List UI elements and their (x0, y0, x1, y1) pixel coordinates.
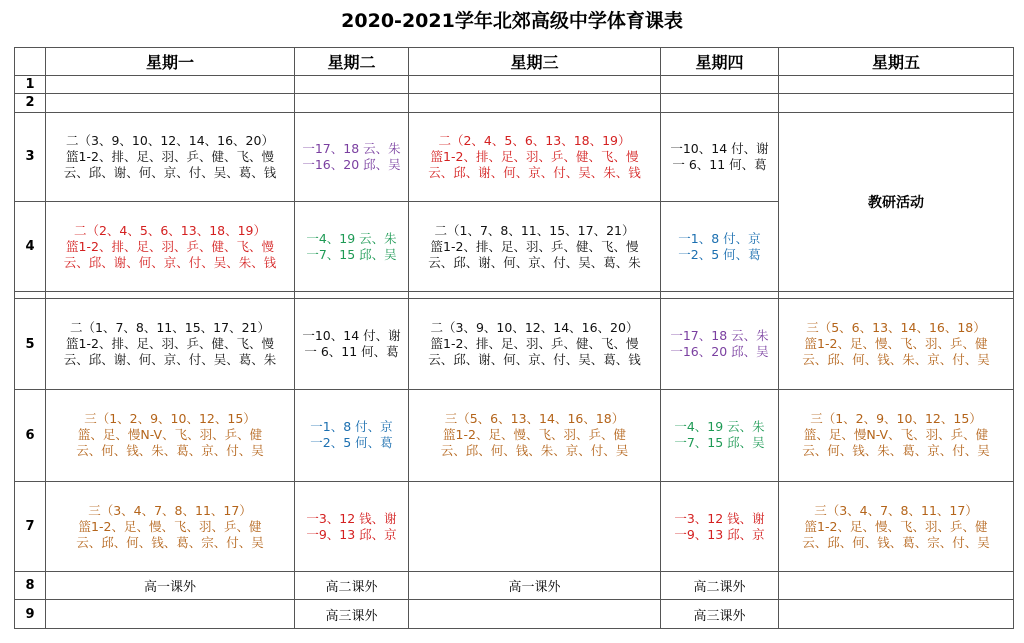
teacher-line: 云、邱、何、钱、葛、宗、付、吴 (76, 534, 264, 550)
class-line: 一17、18 云、朱 (670, 328, 769, 344)
period-row-2 (15, 94, 1014, 112)
schedule-table (14, 47, 1014, 629)
period-label: 6 (15, 389, 46, 481)
cell-wed-p2 (409, 94, 661, 112)
cell-wed-p8: 高一课外 (409, 572, 661, 600)
class-line: 一9、13 邱、京 (306, 526, 397, 542)
period-label: 5 (15, 299, 46, 389)
class-line: 一3、12 钱、谢 (306, 510, 397, 526)
cell-mon-p3 (46, 112, 295, 201)
period-row-1 (15, 75, 1014, 93)
teacher-line: 云、邱、何、钱、朱、京、付、吴 (802, 352, 990, 368)
cell-thu-p9: 高三课外 (661, 600, 779, 629)
cell-fri-p9 (779, 600, 1014, 629)
sport-line: 篮、足、慢N-V、飞、羽、乒、健 (803, 427, 989, 443)
cell-mon-p6 (46, 389, 295, 481)
cell-fri-p2 (779, 94, 1014, 112)
sport-line: 篮1-2、足、慢、飞、羽、乒、健 (78, 518, 262, 534)
period-row-5 (15, 299, 1014, 389)
cell-mon-p2 (46, 94, 295, 112)
class-line: 一7、15 邱、吴 (306, 246, 397, 262)
cell-thu-p4 (661, 201, 779, 291)
period-label: 1 (15, 75, 46, 93)
class-line: 三（1、2、9、10、12、15） (84, 411, 256, 427)
class-line: 一1、8 付、京 (310, 419, 393, 435)
teacher-line: 云、邱、谢、何、京、付、吴、葛、朱 (63, 352, 277, 368)
class-line: 一4、19 云、朱 (674, 419, 765, 435)
teacher-line: 云、邱、何、钱、朱、京、付、吴 (440, 443, 629, 459)
cell-fri-research: 教研活动 (779, 112, 1014, 292)
period-row-3 (15, 112, 1014, 201)
cell-wed-p9 (409, 600, 661, 629)
sport-line: 篮1-2、排、足、羽、乒、健、飞、慢 (430, 148, 639, 164)
teacher-line: 云、邱、谢、何、京、付、吴、朱、钱 (63, 254, 277, 270)
class-line: 一7、15 邱、吴 (674, 435, 765, 451)
teacher-line: 云、邱、谢、何、京、付、吴、葛、朱 (428, 254, 641, 270)
class-line: 三（1、2、9、10、12、15） (810, 411, 982, 427)
cell-tue-p2 (295, 94, 409, 112)
sport-line: 篮1-2、足、慢、飞、羽、乒、健 (804, 336, 988, 352)
cell-fri-p6 (779, 389, 1014, 481)
period-label: 3 (15, 112, 46, 201)
cell-fri-p5 (779, 299, 1014, 389)
teacher-line: 云、邱、谢、何、京、付、吴、葛、钱 (63, 164, 277, 180)
sport-line: 篮1-2、足、慢、飞、羽、乒、健 (804, 518, 988, 534)
header-tuesday: 星期二 (295, 48, 409, 76)
teacher-line: 云、邱、何、钱、葛、宗、付、吴 (802, 534, 990, 550)
class-line: 二（3、9、10、12、14、16、20） (66, 132, 274, 148)
teacher-line: 云、何、钱、朱、葛、京、付、吴 (802, 443, 990, 459)
period-row-9 (15, 600, 1014, 629)
period-row-6 (15, 389, 1014, 481)
class-line: 一16、20 邱、吴 (302, 156, 401, 172)
cell-thu-p5 (661, 299, 779, 389)
teacher-line: 云、邱、谢、何、京、付、吴、朱、钱 (428, 164, 641, 180)
period-label: 8 (15, 572, 46, 600)
separator-cell (779, 292, 1014, 299)
class-line: 二（1、7、8、11、15、17、21） (434, 222, 635, 238)
cell-wed-p3 (409, 112, 661, 201)
cell-tue-p4 (295, 201, 409, 291)
teacher-line: 云、邱、谢、何、京、付、吴、葛、钱 (428, 352, 641, 368)
period-label: 2 (15, 94, 46, 112)
cell-mon-p4 (46, 201, 295, 291)
cell-wed-p1 (409, 75, 661, 93)
period-label: 9 (15, 600, 46, 629)
class-line: 一10、14 付、谢 (670, 140, 769, 156)
cell-tue-p8: 高二课外 (295, 572, 409, 600)
class-line: 二（3、9、10、12、14、16、20） (430, 320, 639, 336)
cell-thu-p6 (661, 389, 779, 481)
separator-cell (295, 292, 409, 299)
cell-tue-p9: 高三课外 (295, 600, 409, 629)
cell-wed-p4 (409, 201, 661, 291)
corner-cell (15, 48, 46, 76)
class-line: 一 6、11 何、葛 (304, 344, 399, 360)
header-thursday: 星期四 (661, 48, 779, 76)
class-line: 二（2、4、5、6、13、18、19） (73, 222, 267, 238)
class-line: 一16、20 邱、吴 (670, 344, 769, 360)
header-friday: 星期五 (779, 48, 1014, 76)
cell-thu-p2 (661, 94, 779, 112)
sport-line: 篮、足、慢N-V、飞、羽、乒、健 (77, 427, 263, 443)
cell-thu-p3 (661, 112, 779, 201)
sport-line: 篮1-2、排、足、羽、乒、健、飞、慢 (430, 238, 639, 254)
cell-mon-p8: 高一课外 (46, 572, 295, 600)
cell-fri-p1 (779, 75, 1014, 93)
cell-wed-p5 (409, 299, 661, 389)
cell-thu-p7 (661, 482, 779, 572)
class-line: 二（1、7、8、11、15、17、21） (70, 320, 270, 336)
separator-cell (409, 292, 661, 299)
cell-tue-p7 (295, 482, 409, 572)
cell-mon-p9 (46, 600, 295, 629)
class-line: 一3、12 钱、谢 (674, 510, 765, 526)
class-line: 一4、19 云、朱 (306, 230, 397, 246)
teacher-line: 云、何、钱、朱、葛、京、付、吴 (76, 443, 264, 459)
cell-mon-p1 (46, 75, 295, 93)
class-line: 三（3、4、7、8、11、17） (88, 502, 252, 518)
header-wednesday: 星期三 (409, 48, 661, 76)
page-title: 2020-2021学年北郊高级中学体育课表 (341, 10, 683, 32)
cell-fri-p8 (779, 572, 1014, 600)
separator-row (15, 292, 1014, 299)
period-label: 7 (15, 482, 46, 572)
class-line: 一 6、11 何、葛 (672, 156, 767, 172)
cell-thu-p1 (661, 75, 779, 93)
sport-line: 篮1-2、排、足、羽、乒、健、飞、慢 (430, 336, 639, 352)
class-line: 一10、14 付、谢 (302, 328, 401, 344)
sport-line: 篮1-2、足、慢、飞、羽、乒、健 (443, 427, 626, 443)
period-row-8 (15, 572, 1014, 600)
cell-fri-p7 (779, 482, 1014, 572)
class-line: 一9、13 邱、京 (674, 526, 765, 542)
cell-mon-p7 (46, 482, 295, 572)
cell-tue-p6 (295, 389, 409, 481)
header-row (15, 48, 1014, 76)
cell-tue-p5 (295, 299, 409, 389)
class-line: 二（2、4、5、6、13、18、19） (438, 132, 631, 148)
period-label: 4 (15, 201, 46, 291)
cell-tue-p1 (295, 75, 409, 93)
separator-cell (661, 292, 779, 299)
separator-cell (15, 292, 46, 299)
class-line: 一2、5 何、葛 (310, 435, 393, 451)
cell-thu-p8: 高二课外 (661, 572, 779, 600)
class-line: 一17、18 云、朱 (302, 140, 401, 156)
separator-cell (46, 292, 295, 299)
sport-line: 篮1-2、排、足、羽、乒、健、飞、慢 (66, 336, 274, 352)
cell-wed-p6 (409, 389, 661, 481)
header-monday: 星期一 (46, 48, 295, 76)
cell-wed-p7 (409, 482, 661, 572)
period-row-7 (15, 482, 1014, 572)
class-line: 一2、5 何、葛 (678, 246, 761, 262)
class-line: 三（5、6、13、14、16、18） (806, 320, 986, 336)
class-line: 三（5、6、13、14、16、18） (444, 411, 625, 427)
class-line: 三（3、4、7、8、11、17） (814, 502, 978, 518)
class-line: 一1、8 付、京 (678, 230, 761, 246)
sport-line: 篮1-2、排、足、羽、乒、健、飞、慢 (66, 238, 274, 254)
sport-line: 篮1-2、排、足、羽、乒、健、飞、慢 (66, 148, 274, 164)
cell-mon-p5 (46, 299, 295, 389)
cell-tue-p3 (295, 112, 409, 201)
